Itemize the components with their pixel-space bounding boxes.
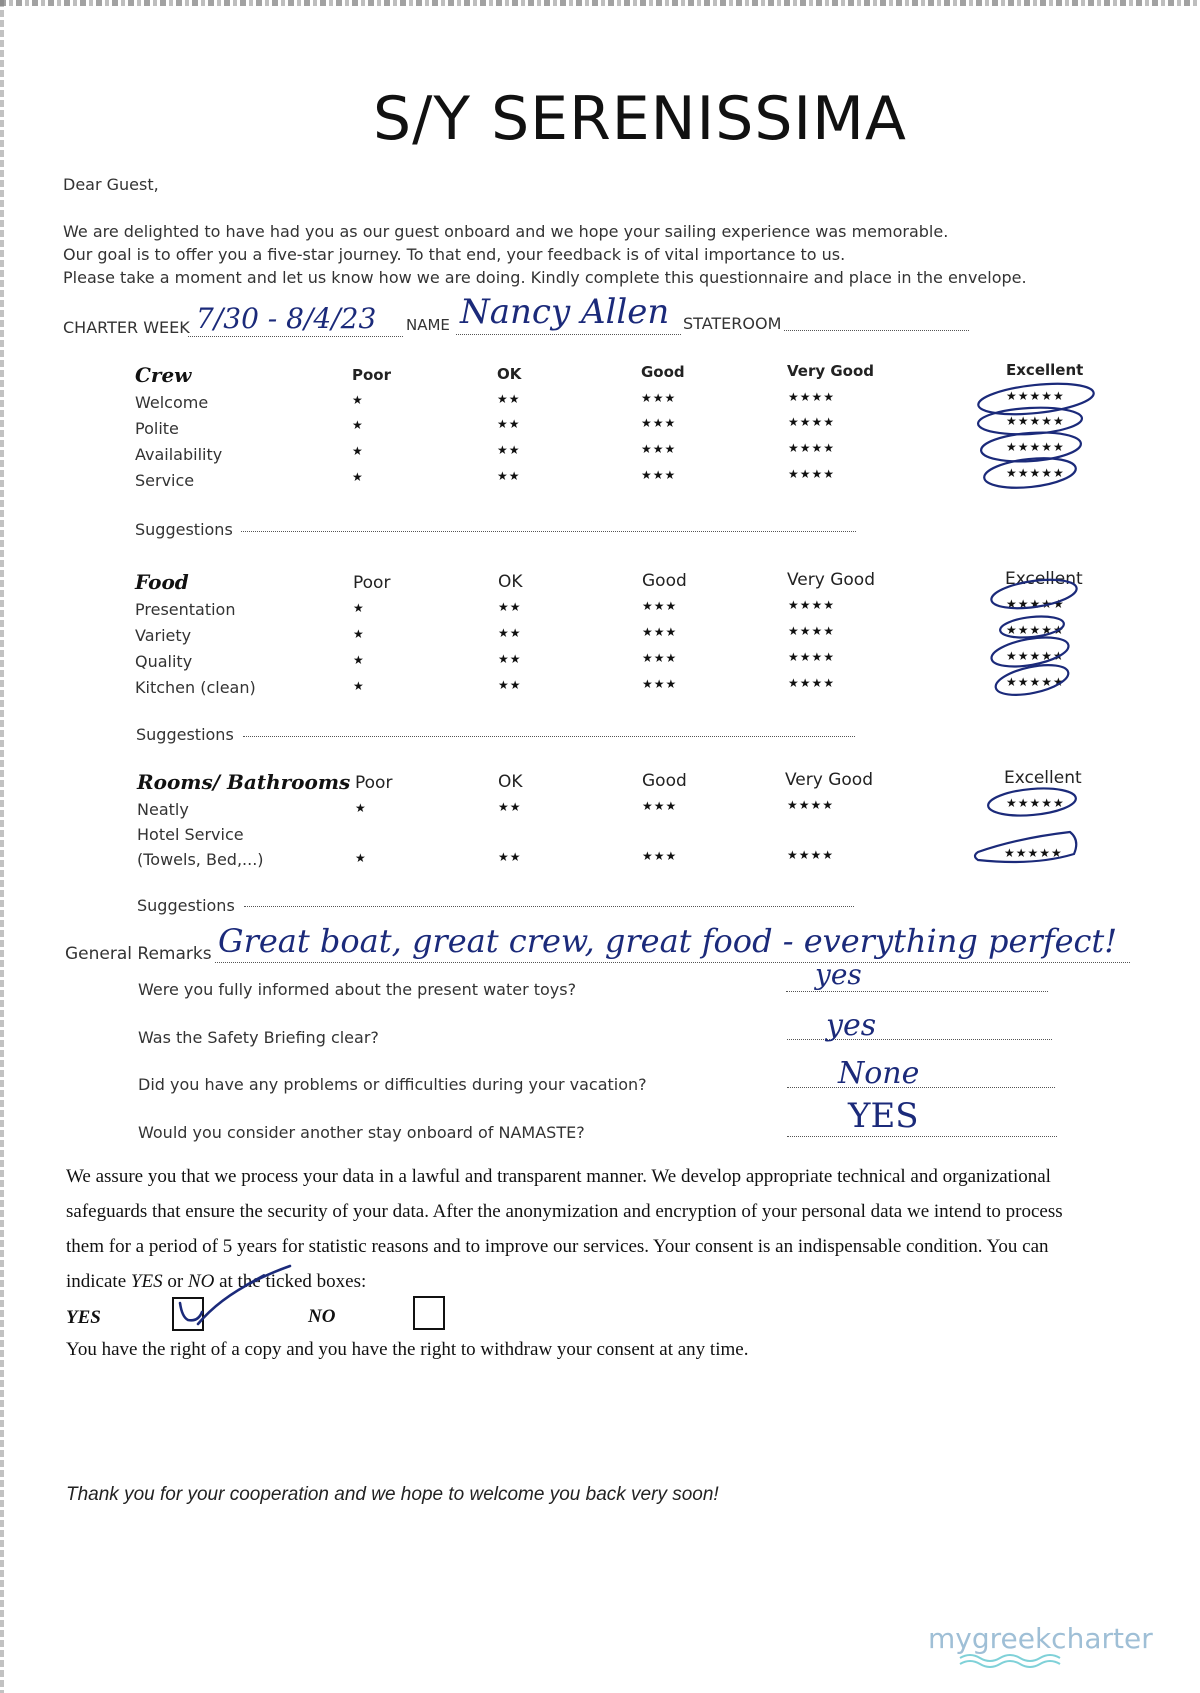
consent-paragraph-line: safeguards that ensure the security of your data. After the anonymization and encryption of your personal data we intend to process [66,1201,1063,1222]
rating-ok[interactable]: ★★ [497,392,521,406]
rating-good[interactable]: ★★★ [642,849,678,863]
rating-ok[interactable]: ★★ [498,626,522,640]
charter-week-value[interactable]: 7/30 - 8/4/23 [196,302,377,335]
rating-excellent[interactable]: ★★★★★ [1004,846,1063,860]
name-label: NAME [406,316,450,334]
intro-line-1: We are delighted to have had you as our guest onboard and we hope your sailing experience was memorable. [63,222,949,241]
rating-excellent[interactable]: ★★★★★ [1006,440,1065,454]
crew-item-label: Availability [135,445,223,464]
question-text: Did you have any problems or difficulties during your vacation? [138,1075,647,1094]
food-header-ok: OK [498,572,523,592]
watermark: mygreekcharter [928,1622,1153,1655]
rooms-item-sublabel: (Towels, Bed,...) [137,850,264,869]
food-header-good: Good [642,571,687,591]
rooms-header-very-good: Very Good [785,770,873,790]
rating-very-good[interactable]: ★★★★ [787,798,835,812]
rating-good[interactable]: ★★★ [641,442,677,456]
rating-good[interactable]: ★★★ [642,799,678,813]
question-text: Would you consider another stay onboard of NAMASTE? [138,1123,585,1142]
rating-excellent[interactable]: ★★★★★ [1006,414,1065,428]
rating-good[interactable]: ★★★ [642,625,678,639]
crew-item-label: Polite [135,419,179,438]
rooms-suggestions-label: Suggestions [137,896,235,915]
rating-excellent[interactable]: ★★★★★ [1006,389,1065,403]
rating-poor[interactable]: ★ [352,444,364,458]
general-remarks-value[interactable]: Great boat, great crew, great food - everything perfect! [218,922,1118,960]
consent-text: indicate [66,1271,131,1292]
rating-excellent[interactable]: ★★★★★ [1006,796,1065,810]
rating-ok[interactable]: ★★ [497,443,521,457]
answer-line [787,1136,1057,1137]
rooms-header-ok: OK [498,772,523,792]
crew-item-label: Service [135,471,195,490]
general-remarks-line [215,962,1130,963]
rating-good[interactable]: ★★★ [642,677,678,691]
intro-line-3: Please take a moment and let us know how we are doing. Kindly complete this questionnaire and place in the envelope. [63,268,1027,287]
consent-paragraph-line [66,1271,366,1293]
food-item-label: Kitchen (clean) [135,678,256,697]
food-header-poor: Poor [353,573,391,593]
consent-text: at the ticked boxes: [214,1271,367,1292]
page-title: S/Y SERENISSIMA [373,84,907,154]
rooms-section-title: Rooms/ Bathrooms [137,770,351,794]
consent-no-label: NO [308,1306,336,1327]
rooms-item-label: Hotel Service [137,825,244,844]
consent-text: or [162,1271,188,1292]
rating-excellent[interactable]: ★★★★★ [1006,623,1065,637]
rating-poor[interactable]: ★ [355,801,367,815]
consent-yes-word: YES [130,1271,163,1292]
rating-ok[interactable]: ★★ [497,417,521,431]
food-suggestions-label: Suggestions [136,725,234,744]
question-text: Were you fully informed about the present water toys? [138,980,577,999]
crew-header-good: Good [641,363,685,381]
rating-poor[interactable]: ★ [355,851,367,865]
rating-ok[interactable]: ★★ [497,469,521,483]
food-section-title: Food [135,570,189,594]
answer-line [786,991,1048,992]
rating-very-good[interactable]: ★★★★ [788,467,836,481]
rating-very-good[interactable]: ★★★★ [788,624,836,638]
scan-edge-top [0,0,1200,6]
rating-good[interactable]: ★★★ [642,599,678,613]
consent-paragraph-line: We assure you that we process your data in a lawful and transparent manner. We develop appropriate technical and organizational [66,1166,1051,1187]
rating-very-good[interactable]: ★★★★ [788,441,836,455]
rating-ok[interactable]: ★★ [498,678,522,692]
rating-good[interactable]: ★★★ [641,391,677,405]
rating-poor[interactable]: ★ [353,653,365,667]
rating-good[interactable]: ★★★ [642,651,678,665]
rating-very-good[interactable]: ★★★★ [788,415,836,429]
rating-excellent[interactable]: ★★★★★ [1006,466,1065,480]
rating-poor[interactable]: ★ [352,470,364,484]
food-item-label: Variety [135,626,192,645]
greeting: Dear Guest, [63,175,159,194]
answer-value[interactable]: yes [815,958,862,991]
consent-yes-label: YES [66,1307,101,1328]
rating-excellent[interactable]: ★★★★★ [1006,597,1065,611]
rating-very-good[interactable]: ★★★★ [788,650,836,664]
stateroom-label: STATEROOM [683,314,782,333]
scan-edge-left [0,0,4,1693]
food-header-very-good: Very Good [787,570,875,590]
rating-poor[interactable]: ★ [352,393,364,407]
crew-header-excellent: Excellent [1006,361,1084,379]
rating-poor[interactable]: ★ [353,601,365,615]
rating-good[interactable]: ★★★ [641,416,677,430]
crew-section-title: Crew [135,363,192,387]
crew-header-poor: Poor [352,366,392,384]
rooms-header-good: Good [642,771,687,791]
food-header-excellent: Excellent [1005,569,1083,589]
rating-ok[interactable]: ★★ [498,800,522,814]
name-line [456,334,681,335]
rating-excellent[interactable]: ★★★★★ [1006,649,1065,663]
rating-very-good[interactable]: ★★★★ [788,676,836,690]
food-item-label: Presentation [135,600,236,619]
rating-good[interactable]: ★★★ [641,468,677,482]
rating-excellent[interactable]: ★★★★★ [1006,675,1065,689]
rating-ok[interactable]: ★★ [498,600,522,614]
intro-line-2: Our goal is to offer you a five-star journey. To that end, your feedback is of vital importance to us. [63,245,846,264]
crew-suggestions-field[interactable] [241,531,856,532]
food-suggestions-field[interactable] [243,736,855,737]
rooms-header-poor: Poor [355,773,393,793]
watermark-wave-icon [958,1652,1078,1668]
withdraw-notice: You have the right of a copy and you have the right to withdraw your consent at any time. [66,1339,749,1360]
consent-no-checkbox[interactable] [413,1296,445,1330]
crew-suggestions-label: Suggestions [135,520,233,539]
answer-value[interactable]: YES [848,1096,919,1136]
rooms-item-label: Neatly [137,800,189,819]
rating-very-good[interactable]: ★★★★ [788,390,836,404]
rating-ok[interactable]: ★★ [498,652,522,666]
rating-very-good[interactable]: ★★★★ [788,598,836,612]
rating-ok[interactable]: ★★ [498,850,522,864]
stateroom-field[interactable] [784,330,969,331]
rating-poor[interactable]: ★ [353,679,365,693]
consent-no-word: NO [187,1271,215,1292]
rooms-suggestions-field[interactable] [244,906,854,907]
answer-line [787,1087,1055,1088]
charter-week-label: CHARTER WEEK [63,318,190,337]
answer-value[interactable]: None [838,1056,920,1091]
consent-yes-checkbox[interactable] [172,1297,204,1331]
rating-poor[interactable]: ★ [353,627,365,641]
rating-very-good[interactable]: ★★★★ [787,848,835,862]
closing-message: Thank you for your cooperation and we hope to welcome you back very soon! [66,1484,719,1505]
name-value[interactable]: Nancy Allen [460,292,670,332]
general-remarks-label: General Remarks [65,944,212,964]
answer-value[interactable]: yes [826,1008,877,1043]
consent-paragraph-line: them for a period of 5 years for statistic reasons and to improve our services. Your consent is an indispensable condition. You can [66,1236,1049,1257]
crew-item-label: Welcome [135,393,209,412]
crew-header-ok: OK [497,365,522,383]
question-text: Was the Safety Briefing clear? [138,1028,379,1047]
rating-poor[interactable]: ★ [352,418,364,432]
food-item-label: Quality [135,652,193,671]
crew-header-very-good: Very Good [787,362,875,380]
rooms-header-excellent: Excellent [1004,768,1082,788]
charter-week-line [188,336,403,337]
